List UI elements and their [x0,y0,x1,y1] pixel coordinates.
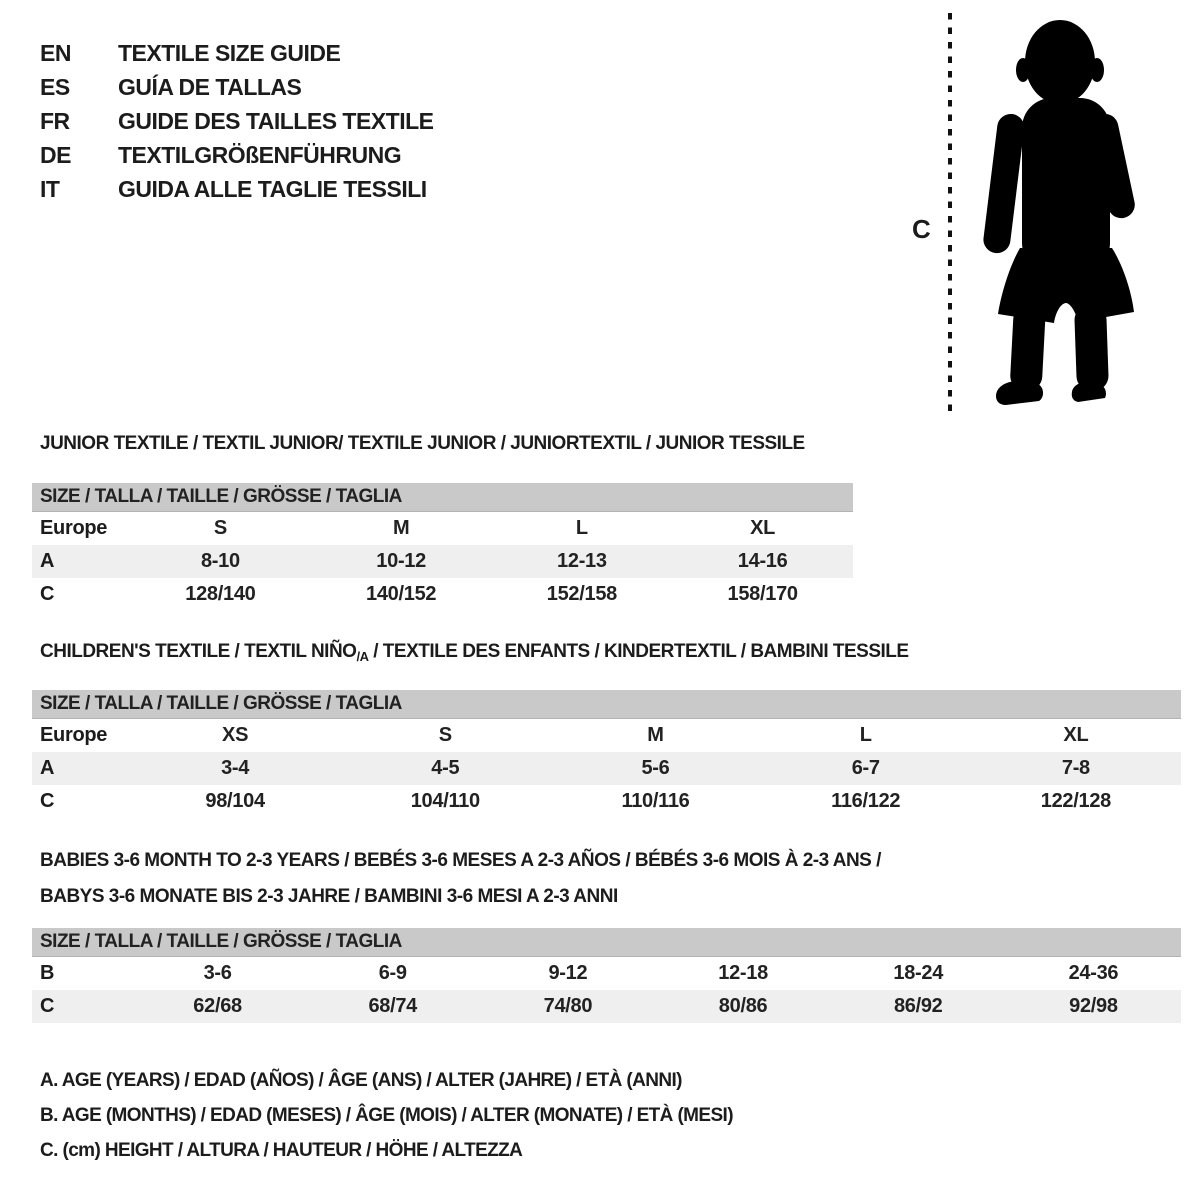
age-cell: 3-4 [221,757,250,779]
months-cell: 12-18 [718,962,768,984]
row-label: C [40,995,55,1017]
height-cell: 140/152 [366,583,437,605]
language-code: DE [40,141,71,168]
age-cell: 7-8 [1061,757,1090,779]
height-cell: 152/158 [546,583,617,605]
months-cell: 6-9 [378,962,407,984]
row-label: C [40,583,55,605]
baby-height-figure [900,8,1160,420]
height-cell: 68/74 [368,995,418,1017]
children-title-post: / TEXTILE DES ENFANTS / KINDERTEXTIL / BAMBINI TESSILE [368,641,909,662]
age-cell: 6-7 [851,757,880,779]
junior-size-table [32,483,853,611]
language-code: FR [40,107,70,134]
size-cell: M [647,724,664,746]
size-cell: S [438,724,452,746]
size-cell: L [575,517,588,539]
babies-section-title [40,843,881,915]
row-label: B [40,962,55,984]
table-row [32,512,853,545]
guide-title: GUIDA ALLE TAGLIE TESSILI [118,175,427,202]
table-row [32,545,853,578]
height-cell: 128/140 [185,583,256,605]
table-row [32,990,1181,1023]
guide-title: GUIDE DES TAILLES TEXTILE [118,107,434,134]
size-cell: XL [750,517,776,539]
size-header-label: SIZE / TALLA / TAILLE / GRÖSSE / TAGLIA [40,693,402,714]
babies-title-line-1: BABIES 3-6 MONTH TO 2-3 YEARS / BEBÉS 3-6 MESES A 2-3 AÑOS / BÉBÉS 3-6 MOIS À 2-3 ANS / [40,850,881,871]
size-cell: M [392,517,410,539]
age-cell: 5-6 [641,757,670,779]
measure-label-c: C [912,214,931,244]
guide-title: TEXTILE SIZE GUIDE [118,39,341,66]
babies-title-line-2: BABYS 3-6 MONATE BIS 2-3 JAHRE / BAMBINI 3-6 MESI A 2-3 ANNI [40,886,618,907]
table-row [32,752,1181,785]
table-row [32,719,1181,752]
months-cell: 18-24 [893,962,944,984]
children-title-pre: CHILDREN'S TEXTILE / TEXTIL NIÑO [40,641,357,662]
row-label: C [40,790,55,812]
months-cell: 9-12 [548,962,588,984]
height-cell: 158/170 [727,583,798,605]
children-section-title [40,641,909,664]
size-cell: S [213,517,227,539]
children-size-table [32,690,1181,818]
height-cell: 80/86 [718,995,768,1017]
size-cell: XS [222,724,249,746]
size-cell: L [859,724,872,746]
language-code: ES [40,73,70,100]
height-cell: 62/68 [193,995,242,1017]
size-header-bar [32,483,853,512]
table-row [32,578,853,611]
height-cell: 74/80 [543,995,593,1017]
children-title-sub: /A [356,649,369,664]
months-cell: 3-6 [203,962,232,984]
babies-size-table [32,928,1181,1023]
height-cell: 122/128 [1040,790,1111,812]
age-cell: 8-10 [200,550,240,572]
legend-line-a: A. AGE (YEARS) / EDAD (AÑOS) / ÂGE (ANS) / ALTER (JAHRE) / ETÀ (ANNI) [40,1070,682,1091]
height-cell: 104/110 [410,790,480,812]
list-item [40,36,434,70]
row-label: A [40,757,55,779]
size-header-bar [32,928,1181,957]
size-header-bar [32,690,1181,719]
legend-line-b: B. AGE (MONTHS) / EDAD (MESES) / ÂGE (MOIS) / ALTER (MONATE) / ETÀ (MESI) [40,1105,733,1126]
height-cell: 92/98 [1069,995,1118,1017]
list-item [40,104,434,138]
guide-title: TEXTILGRÖßENFÜHRUNG [118,141,402,168]
legend-line-c: C. (cm) HEIGHT / ALTURA / HAUTEUR / HÖHE / ALTEZZA [40,1140,523,1161]
age-cell: 10-12 [376,550,426,572]
months-cell: 24-36 [1068,962,1119,984]
guide-title: GUÍA DE TALLAS [118,73,302,100]
age-cell: 12-13 [557,550,607,572]
language-title-list [40,36,434,206]
junior-section-title: JUNIOR TEXTILE / TEXTIL JUNIOR/ TEXTILE JUNIOR / JUNIORTEXTIL / JUNIOR TESSILE [40,433,805,454]
table-row [32,957,1181,990]
height-cell: 116/122 [831,790,901,812]
age-cell: 14-16 [737,550,788,572]
row-label: Europe [40,724,108,746]
language-code: IT [40,175,60,202]
height-cell: 86/92 [893,995,943,1017]
height-cell: 98/104 [205,790,265,812]
size-cell: XL [1063,724,1089,746]
height-cell: 110/116 [621,790,690,812]
language-code: EN [40,39,71,66]
table-row [32,785,1181,818]
toddler-silhouette-icon [982,20,1137,405]
measure-legend [40,1063,733,1168]
age-cell: 4-5 [431,757,460,779]
size-header-label: SIZE / TALLA / TAILLE / GRÖSSE / TAGLIA [40,486,402,507]
row-label: Europe [40,517,108,539]
list-item [40,138,434,172]
list-item [40,70,434,104]
row-label: A [40,550,55,572]
size-header-label: SIZE / TALLA / TAILLE / GRÖSSE / TAGLIA [40,931,402,952]
list-item [40,172,434,206]
